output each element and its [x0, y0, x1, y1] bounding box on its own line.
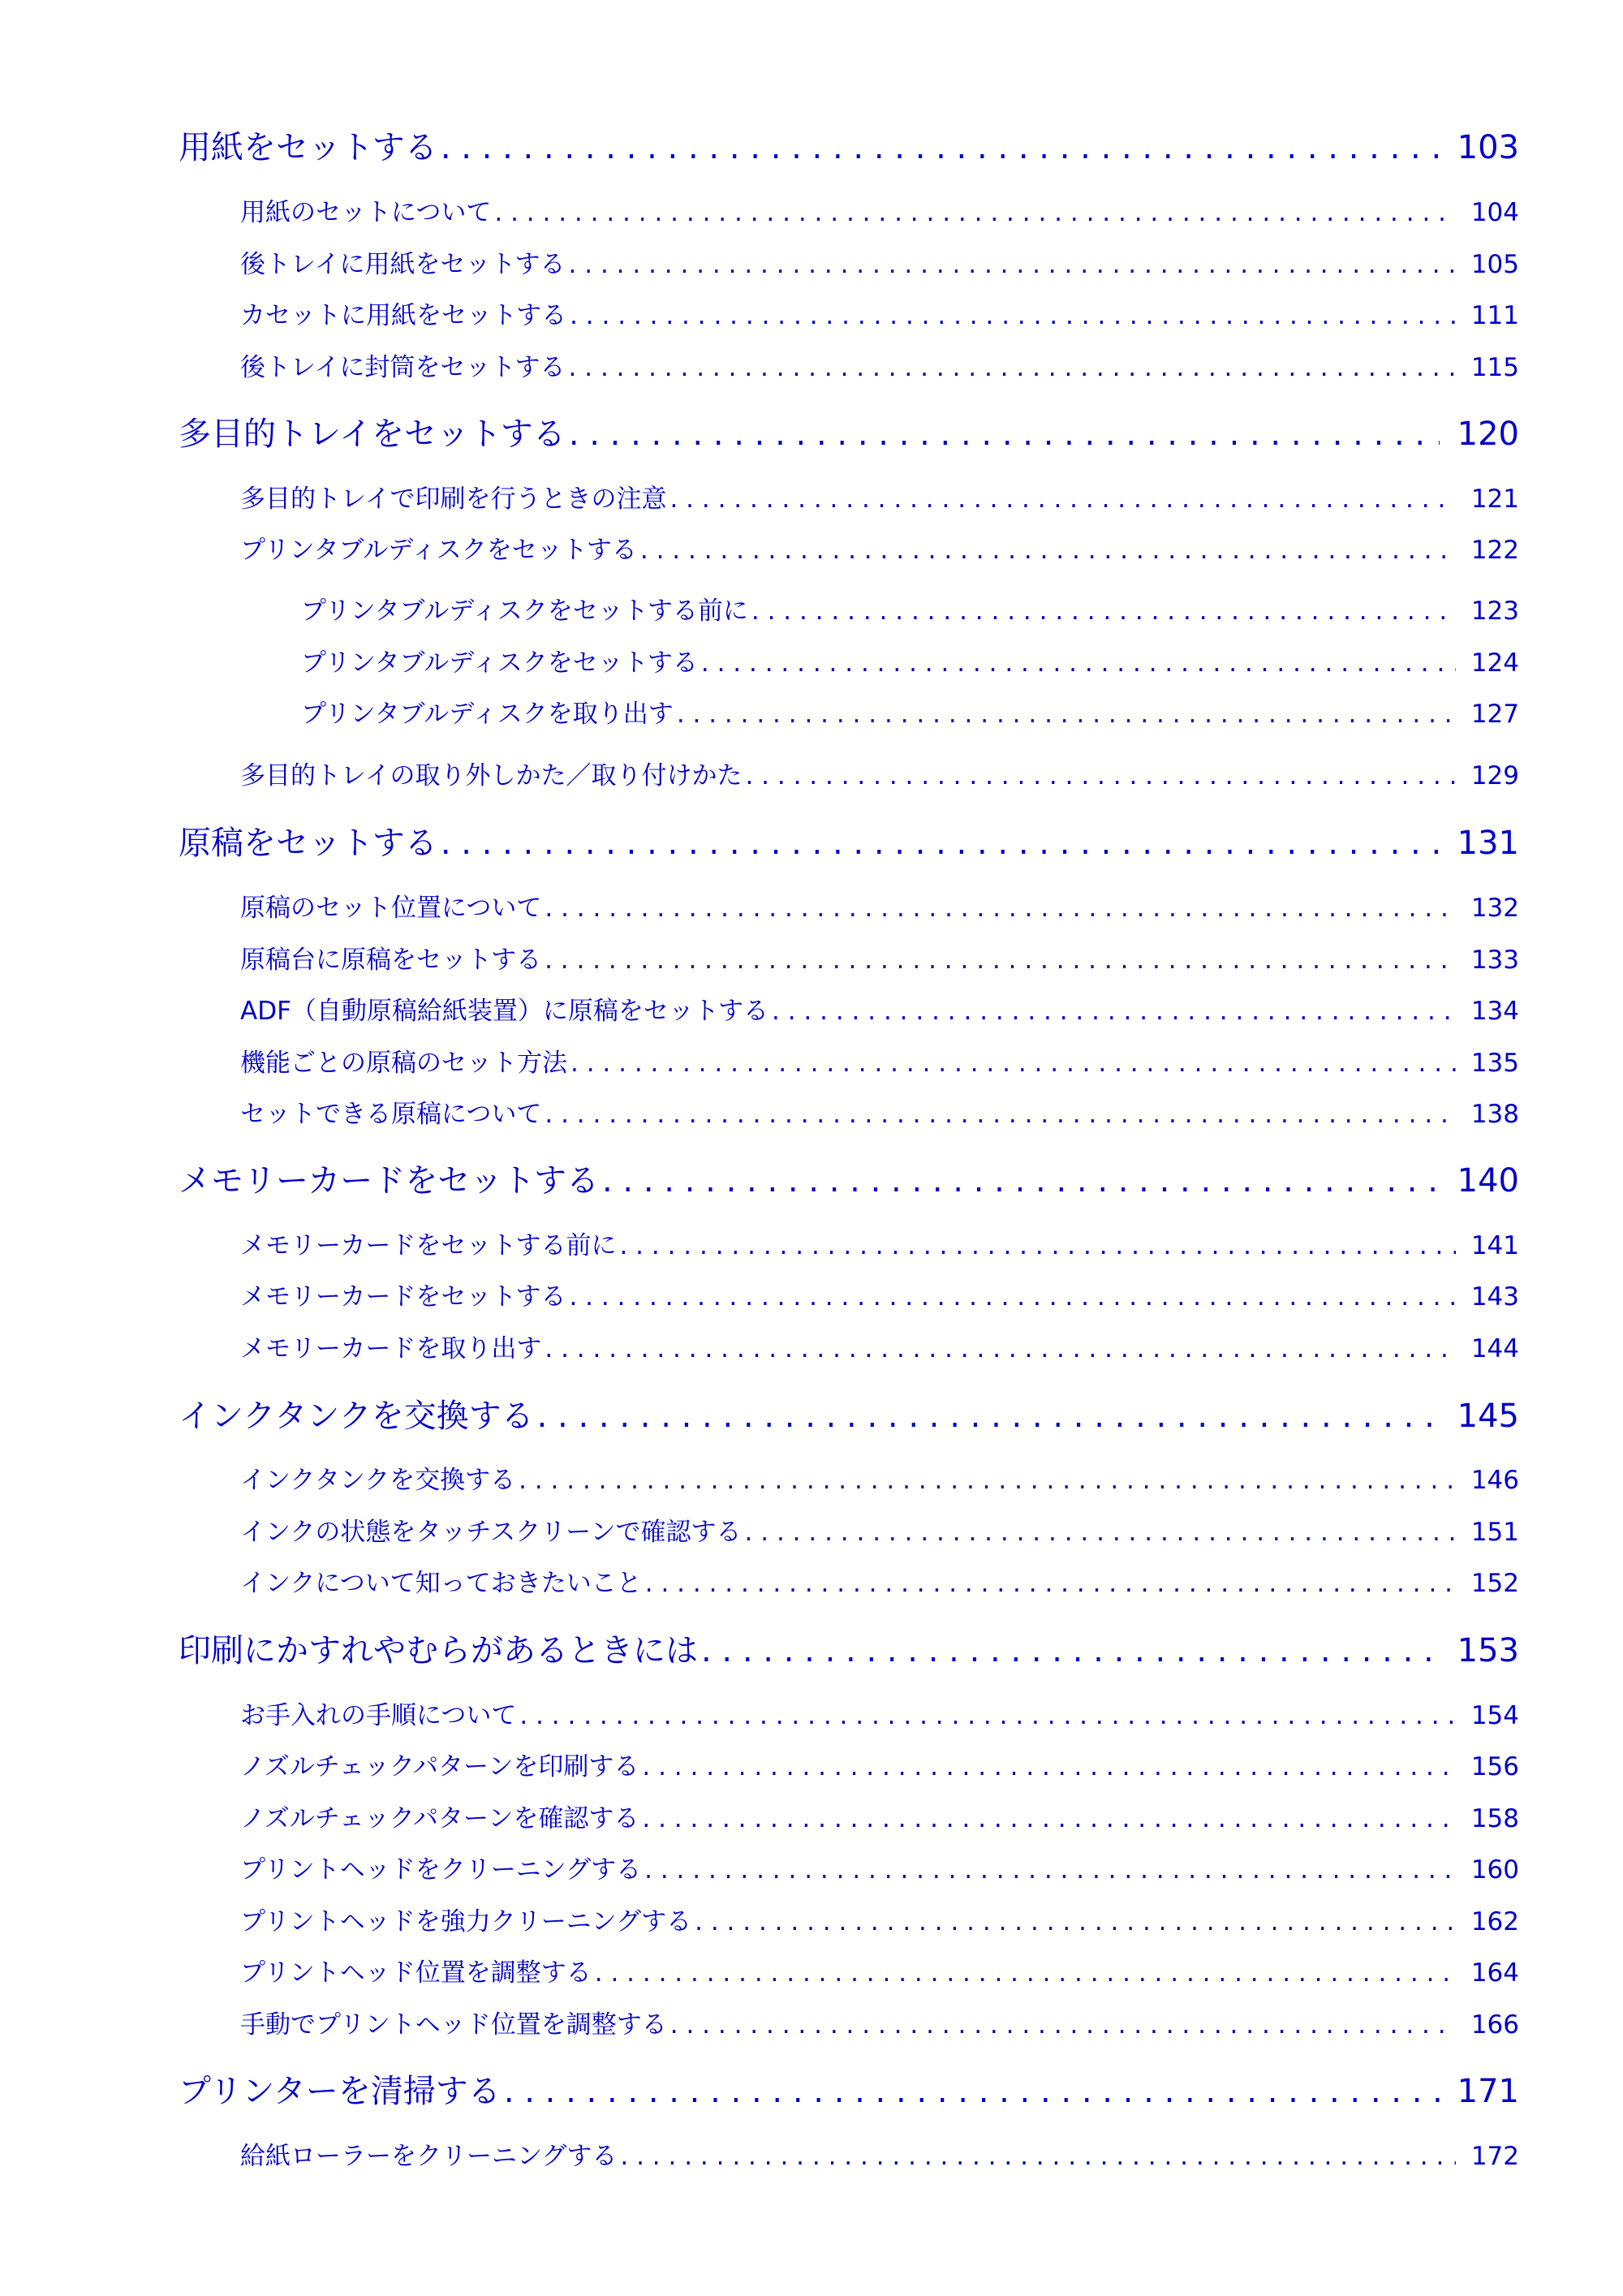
- dot-leader: [545, 1100, 1456, 1129]
- toc-title: メモリーカードをセットする前に: [240, 1231, 617, 1260]
- toc-page-number: 144: [1470, 1334, 1519, 1363]
- dot-leader: [545, 1334, 1456, 1363]
- toc-title: プリントヘッドを強力クリーニングする: [240, 1907, 692, 1936]
- dot-leader: [695, 1907, 1456, 1936]
- toc-page-number: 151: [1470, 1518, 1519, 1547]
- toc-entry-level2[interactable]: [240, 295, 1519, 331]
- toc-page-number: 171: [1457, 2073, 1519, 2110]
- toc-entry-level2[interactable]: [240, 1798, 1519, 1834]
- toc-page-number: 129: [1470, 761, 1519, 790]
- toc-title: 多目的トレイの取り外しかた／取り付けかた: [240, 761, 743, 790]
- toc-page-number: 156: [1470, 1752, 1519, 1781]
- dot-leader: [519, 1466, 1456, 1495]
- toc-title: プリンタブルディスクをセットする: [301, 648, 698, 678]
- toc-title: メモリーカードを取り出す: [240, 1334, 542, 1363]
- toc-title: メモリーカードをセットする: [240, 1282, 566, 1312]
- toc-page-number: 172: [1470, 2142, 1519, 2171]
- dot-leader: [595, 1958, 1456, 1988]
- toc-entry-level2[interactable]: [240, 755, 1519, 791]
- toc-entry-level1[interactable]: [179, 122, 1519, 168]
- toc-title: インクの状態をタッチスクリーンで確認する: [240, 1518, 742, 1547]
- toc-entry-level3[interactable]: [301, 642, 1519, 678]
- toc-entry-level2[interactable]: [240, 1849, 1519, 1885]
- toc-entry-level2[interactable]: [240, 887, 1519, 924]
- dot-leader: [545, 946, 1456, 975]
- dot-leader: [537, 1398, 1440, 1435]
- toc-title: お手入れの手順について: [240, 1701, 517, 1730]
- dot-leader: [642, 1804, 1456, 1833]
- dot-leader: [640, 536, 1456, 565]
- toc-title: 手動でプリントヘッド位置を調整する: [240, 2010, 667, 2040]
- toc-page-number: 121: [1470, 485, 1519, 514]
- toc-page-number: 133: [1470, 946, 1519, 975]
- dot-leader: [441, 825, 1440, 862]
- toc-entry-level2[interactable]: [240, 1225, 1519, 1261]
- toc-title: プリンタブルディスクを取り出す: [301, 700, 674, 729]
- toc-title: 後トレイに封筒をセットする: [240, 353, 566, 382]
- toc-page-number: 158: [1470, 1804, 1519, 1833]
- toc-entry-level2[interactable]: [240, 1511, 1519, 1548]
- toc-page-number: 145: [1457, 1398, 1519, 1435]
- toc-entry-level2[interactable]: [240, 1695, 1519, 1731]
- toc-page-number: 123: [1470, 597, 1519, 626]
- dot-leader: [602, 1162, 1440, 1200]
- toc-page-number: 138: [1470, 1100, 1519, 1129]
- toc-entry-level2[interactable]: [240, 1746, 1519, 1782]
- toc-entry-level2[interactable]: [240, 1901, 1519, 1937]
- toc-entry-level2[interactable]: [240, 1276, 1519, 1312]
- toc-entry-level2[interactable]: [240, 478, 1519, 515]
- toc-entry-level1[interactable]: [179, 1625, 1519, 1671]
- toc-entry-level2[interactable]: [240, 1093, 1519, 1130]
- dot-leader: [494, 198, 1456, 227]
- toc-title: インクタンクを交換する: [179, 1398, 534, 1435]
- toc-entry-level2[interactable]: [240, 939, 1519, 976]
- toc-title: ノズルチェックパターンを印刷する: [240, 1752, 639, 1781]
- toc-entry-level2[interactable]: [240, 1459, 1519, 1496]
- toc-page-number: 135: [1470, 1049, 1519, 1078]
- toc-title: プリントヘッド位置を調整する: [240, 1958, 592, 1988]
- toc-page-number: 122: [1470, 536, 1519, 565]
- toc-page-number: 146: [1470, 1466, 1519, 1495]
- toc-page-number: 141: [1470, 1231, 1519, 1260]
- toc-title: 多目的トレイをセットする: [179, 416, 566, 453]
- toc-page-number: 103: [1457, 129, 1519, 166]
- toc-title: ADF（自動原稿給紙装置）に原稿をセットする: [240, 997, 768, 1026]
- toc-entry-level2[interactable]: [240, 990, 1519, 1027]
- toc-title: 多目的トレイで印刷を行うときの注意: [240, 485, 667, 514]
- dot-leader: [677, 700, 1456, 729]
- dot-leader: [645, 1569, 1456, 1598]
- toc-title: 機能ごとの原稿のセット方法: [240, 1049, 567, 1078]
- toc-page-number: 143: [1470, 1282, 1519, 1312]
- dot-leader: [670, 2010, 1456, 2040]
- toc-page-number: 120: [1457, 416, 1519, 453]
- dot-leader: [619, 1231, 1456, 1260]
- toc-page-number: 140: [1457, 1162, 1519, 1200]
- toc-page-number: 134: [1470, 997, 1519, 1026]
- toc-page-number: 160: [1470, 1855, 1519, 1885]
- toc-title: メモリーカードをセットする: [179, 1162, 599, 1200]
- toc-page-number: 111: [1470, 301, 1519, 330]
- toc-entry-level3[interactable]: [301, 590, 1519, 627]
- dot-leader: [441, 129, 1440, 166]
- toc-entry-level2[interactable]: [240, 347, 1519, 383]
- toc-title: インクタンクを交換する: [240, 1466, 516, 1495]
- dot-leader: [701, 1632, 1440, 1669]
- toc-entry-level2[interactable]: [240, 1952, 1519, 1988]
- toc-entry-level1[interactable]: [179, 1155, 1519, 1201]
- dot-leader: [745, 761, 1456, 790]
- dot-leader: [751, 597, 1456, 626]
- toc-entry-level2[interactable]: [240, 2135, 1519, 2172]
- toc-entry-level2[interactable]: [240, 243, 1519, 280]
- dot-leader: [545, 894, 1456, 923]
- toc-title: カセットに用紙をセットする: [240, 301, 567, 330]
- toc-page-number: 104: [1470, 198, 1519, 227]
- dot-leader: [701, 648, 1456, 678]
- toc-title: 給紙ローラーをクリーニングする: [240, 2142, 618, 2171]
- toc-page-number: 124: [1470, 648, 1519, 678]
- dot-leader: [570, 1049, 1456, 1078]
- toc-page-number: 154: [1470, 1701, 1519, 1730]
- toc-entry-level2[interactable]: [240, 1042, 1519, 1079]
- dot-leader: [745, 1518, 1456, 1547]
- toc-page-number: 105: [1470, 250, 1519, 279]
- dot-leader: [642, 1752, 1456, 1781]
- toc-title: インクについて知っておきたいこと: [240, 1569, 642, 1598]
- toc-entry-level2[interactable]: [240, 529, 1519, 566]
- toc-entry-level2[interactable]: [240, 1328, 1519, 1364]
- toc-title: 印刷にかすれやむらがあるときには: [179, 1632, 698, 1669]
- toc-page-number: 162: [1470, 1907, 1519, 1936]
- toc-page-number: 131: [1457, 825, 1519, 862]
- dot-leader: [620, 2142, 1456, 2171]
- toc-title: 後トレイに用紙をセットする: [240, 250, 566, 279]
- dot-leader: [569, 416, 1440, 453]
- toc-page-number: 127: [1470, 700, 1519, 729]
- dot-leader: [569, 250, 1456, 279]
- toc-title: 用紙のセットについて: [240, 198, 492, 227]
- toc-title: プリンタブルディスクをセットする前に: [301, 597, 748, 626]
- toc-entry-level2[interactable]: [240, 2004, 1519, 2040]
- toc-page-number: 132: [1470, 894, 1519, 923]
- toc-page-number: 166: [1470, 2010, 1519, 2040]
- toc-entry-level1[interactable]: [179, 408, 1519, 454]
- toc-entry-level1[interactable]: [179, 2066, 1519, 2112]
- toc-entry-level2[interactable]: [240, 1562, 1519, 1599]
- dot-leader: [772, 997, 1456, 1026]
- toc-title: 原稿をセットする: [179, 825, 437, 862]
- toc-page-number: 153: [1457, 1632, 1519, 1669]
- dot-leader: [504, 2073, 1440, 2110]
- toc-title: ノズルチェックパターンを確認する: [240, 1804, 639, 1833]
- toc-entry-level1[interactable]: [179, 1390, 1519, 1437]
- toc-title: 原稿台に原稿をセットする: [240, 946, 542, 975]
- toc-page-number: 115: [1470, 353, 1519, 382]
- dot-leader: [644, 1855, 1456, 1885]
- toc-title: セットできる原稿について: [240, 1100, 542, 1129]
- toc-page-number: 164: [1470, 1958, 1519, 1988]
- toc-entry-level1[interactable]: [179, 817, 1519, 864]
- dot-leader: [569, 1282, 1456, 1312]
- dot-leader: [519, 1701, 1456, 1730]
- toc-entry-level3[interactable]: [301, 693, 1519, 730]
- dot-leader: [669, 485, 1456, 514]
- dot-leader: [569, 353, 1456, 382]
- toc-title: プリンターを清掃する: [179, 2073, 501, 2110]
- toc-page-number: 152: [1470, 1569, 1519, 1598]
- toc-entry-level2[interactable]: [240, 192, 1519, 228]
- toc-title: プリンタブルディスクをセットする: [240, 536, 637, 565]
- dot-leader: [570, 301, 1456, 330]
- toc-title: プリントヘッドをクリーニングする: [240, 1855, 642, 1885]
- toc-title: 用紙をセットする: [179, 129, 437, 166]
- toc-title: 原稿のセット位置について: [240, 894, 542, 923]
